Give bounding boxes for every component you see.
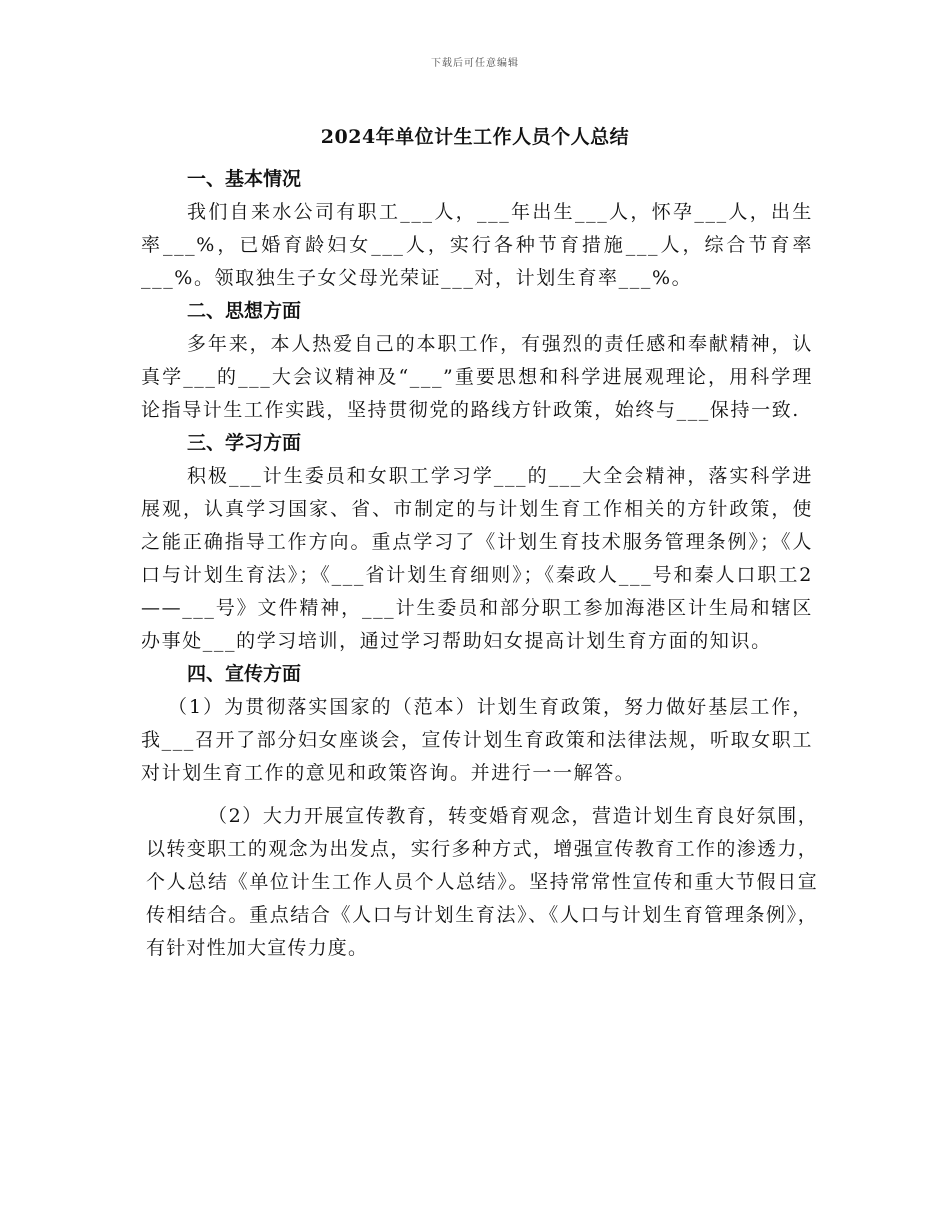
section-heading-basic-info: 一、基本情况 bbox=[187, 168, 302, 190]
section-heading-thought: 二、思想方面 bbox=[187, 300, 302, 322]
header-note: 下载后可任意编辑 bbox=[431, 58, 519, 69]
section-heading-publicity: 四、宣传方面 bbox=[187, 663, 302, 685]
paragraph-publicity-1: （1）为贯彻落实国家的（范本）计划生育政策，努力做好基层工作，我___召开了部分妇女座谈会，宣传计划生育政策和法律法规，听取女职工对计划生育工作的意见和政策咨询。并进行一一解答。 bbox=[141, 696, 813, 784]
paragraph-study: 积极___计生委员和女职工学习学___的___大全会精神，落实科学进展观，认真学习国家、省、市制定的与计划生育工作相关的方针政策，使之能正确指导工作方向。重点学习了《计划生育技术服务管理条例》；《人口与计划生育法》；《___省计划生育细则》；《秦政人___号和秦人口职工2——___号》文件精神，___计生委员和部分职工参加海港区计生局和辖区办事处___的学习培训，通过学习帮助妇女提高计划生育方面的知识。 bbox=[141, 465, 813, 652]
document-body bbox=[141, 163, 818, 965]
paragraph-publicity-2-container bbox=[141, 800, 818, 965]
paragraph-publicity-2: （2）大力开展宣传教育，转变婚育观念，营造计划生育良好氛围，以转变职工的观念为出发点，实行多种方式，增强宣传教育工作的渗透力，个人总结《单位计生工作人员个人总结》。坚持常常性宣传和重大节假日宣传相结合。重点结合《人口与计划生育法》、《人口与计划生育管理条例》，有针对性加大宣传力度。 bbox=[146, 805, 818, 959]
paragraph-basic-info: 我们自来水公司有职工___人，___年出生___人，怀孕___人，出生率___%，已婚育龄妇女___人，实行各种节育措施___人，综合节育率___%。领取独生子女父母光荣证___对，计划生育率___%。 bbox=[141, 201, 813, 289]
section-heading-study: 三、学习方面 bbox=[187, 432, 302, 454]
document-title: 2024年单位计生工作人员个人总结 bbox=[320, 126, 630, 148]
paragraph-thought: 多年来，本人热爱自己的本职工作，有强烈的责任感和奉献精神，认真学___的___大会议精神及“___”重要思想和科学进展观理论，用科学理论指导计生工作实践，坚持贯彻党的路线方针政策，始终与___保持一致. bbox=[141, 333, 813, 421]
